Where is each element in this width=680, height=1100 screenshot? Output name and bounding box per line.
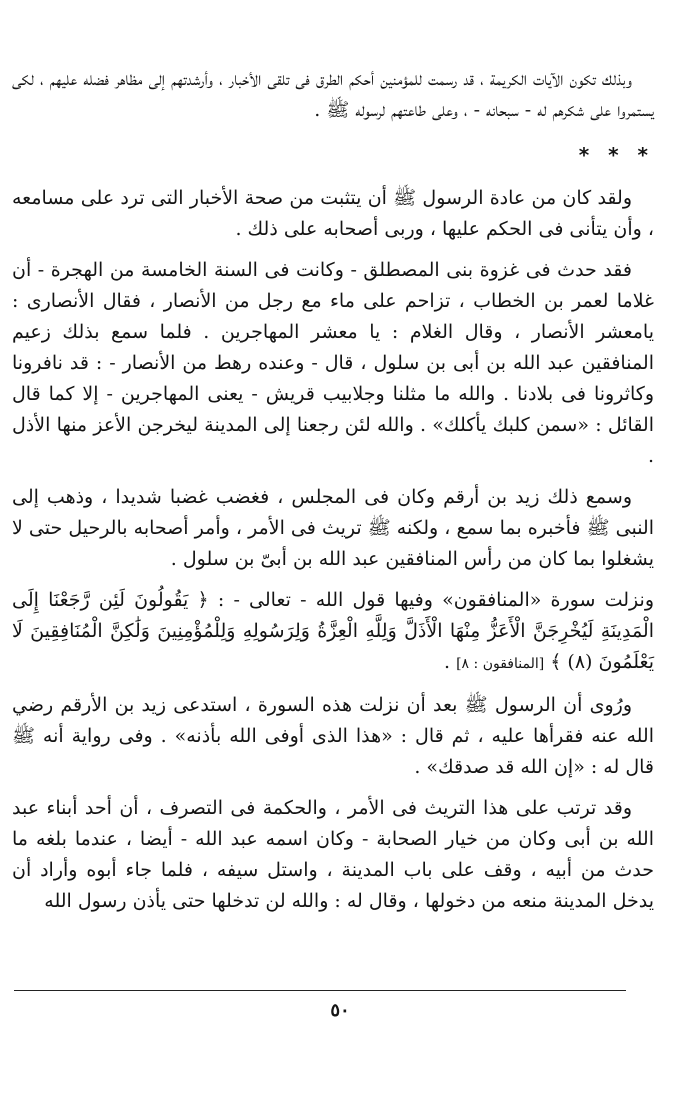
quran-verse-text: ونزلت سورة «المنافقون» وفيها قول الله - تعالى - : ﴿ يَقُولُونَ لَئِن رَّجَعْنَا إِلَى الْمَدِينَةِ لَيُخْرِجَنَّ الْأَعَزُّ مِنْهَا الْأَذَلَّ وَلِلَّهِ الْعِزَّةُ وَلِرَسُولِهِ وَلِلْمُؤْمِنِينَ وَلَٰكِنَّ الْمُنَافِقِينَ لَا يَعْلَمُونَ (٨) ﴾ xyxy=(12,589,654,673)
verse-reference: [المنافقون : ٨] xyxy=(456,656,545,672)
paragraph-bani-mustaliq: فقد حدث فى غزوة بنى المصطلق - وكانت فى السنة الخامسة من الهجرة - أن غلاما لعمر بن الخطاب ، تزاحم على ماء مع رجل من الأنصار ، فقال الأنصارى : يامعشر الأنصار ، وقال الغلام : يا معشر المهاجرين . فلما سمع بذلك زعيم المنافقين عبد الله بن أبى بن سلول ، قال - وعنده رهط من الأنصار - : قد نافرونا وكاثرونا فى بلادنا . والله ما مثلنا وجلابيب قريش - يعنى المهاجرين - إلا كما قال القائل : «سمن كلبك يأكلك» . والله لئن رجعنا إلى المدينة ليخرجن الأعز منها الأذل . xyxy=(12,259,654,467)
page-number: ٥٠ xyxy=(330,1000,350,1021)
paragraph-zaid-ibn-arqam: وسمع ذلك زيد بن أرقم وكان فى المجلس ، فغضب غضبا شديدا ، وذهب إلى النبى ﷺ فأخبره بما سمع ، ولكنه ﷺ تريث فى الأمر ، وأمر أصحابه بالرحيل حتى لا يشغلوا بما كان من رأس المنافقين عبد الله بن أبىّ بن سلول . xyxy=(12,486,654,570)
paragraph-prophet-verification: ولقد كان من عادة الرسول ﷺ أن يتثبت من صحة الأخبار التى ترد على مسامعه ، وأن يتأنى فى الحكم عليها ، وربى أصحابه على ذلك . xyxy=(12,187,654,240)
paragraph-verses-conclusion: وبذلك تكون الآيات الكريمة ، قد رسمت للمؤمنين أحكم الطرق فى تلقى الأخبار ، وأرشدتهم إلى مظاهر فضله عليهم ، لكى يستمروا على شكرهم له - سبحانه - ، وعلى طاعتهم لرسوله ﷺ . xyxy=(12,68,654,121)
footer-rule xyxy=(14,990,626,991)
paragraph-prophet-summons-zaid: ورُوى أن الرسول ﷺ بعد أن نزلت هذه السورة ، استدعى زيد بن الأرقم رضي الله عنه فقرأها عليه ، ثم قال : «هذا الذى أوفى الله بأذنه» . وفى رواية أنه ﷺ قال له : «إن الله قد صدقك» . xyxy=(12,694,654,778)
paragraph-abdullah-son: وقد ترتب على هذا التريث فى الأمر ، والحكمة فى التصرف ، أن أحد أبناء عبد الله بن أبى وكان من خيار الصحابة - وكان اسمه عبد الله - أيضا ، عندما بلغه ما حدث من أبيه ، وقف على باب المدينة ، واستل سيفه ، فلما جاء أبوه وأراد أن يدخل المدينة منعه من دخولها ، وقال له : والله لن تدخلها حتى يأذن رسول الله xyxy=(12,797,654,912)
paragraph-surah-munafiqun: ونزلت سورة «المنافقون» وفيها قول الله - تعالى - : ﴿ يَقُولُونَ لَئِن رَّجَعْنَا إِلَى الْمَدِينَةِ لَيُخْرِجَنَّ الْأَعَزُّ مِنْهَا الْأَذَلَّ وَلِلَّهِ الْعِزَّةُ وَلِرَسُولِهِ وَلِلْمُؤْمِنِينَ وَلَٰكِنَّ الْمُنَافِقِينَ لَا يَعْلَمُونَ (٨) ﴾ [المنافقون : ٨] . xyxy=(12,589,654,673)
section-separator: * * * xyxy=(578,143,654,167)
text-body xyxy=(12,64,654,917)
